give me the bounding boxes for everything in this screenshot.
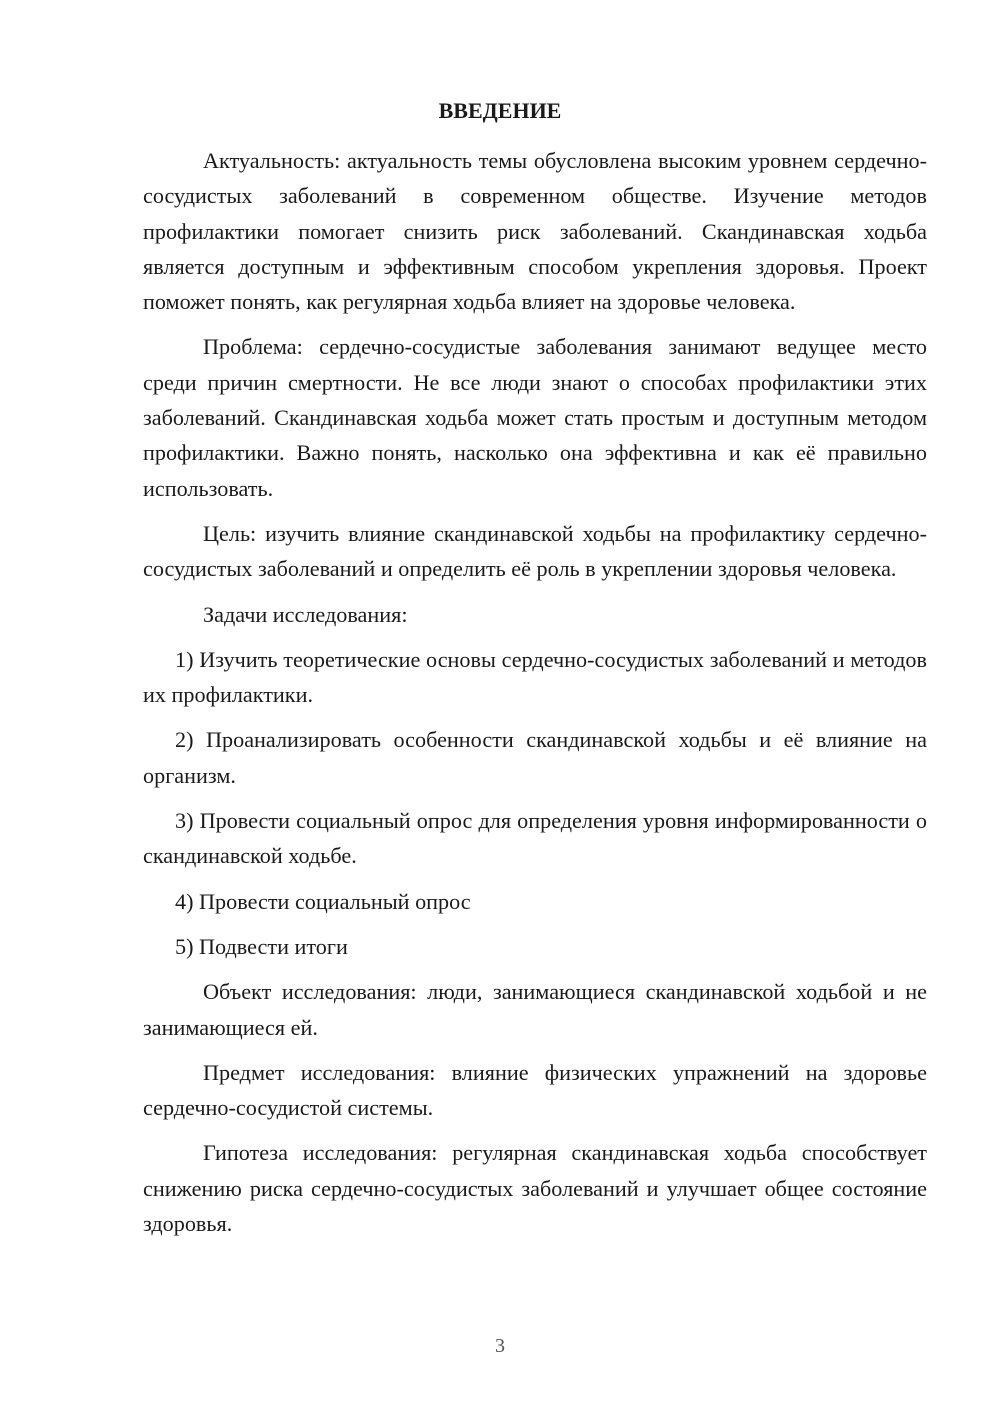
paragraph-subject: Предмет исследования: влияние физических упражнений на здоровье сердечно-сосудистой системы. [143, 1059, 927, 1121]
paragraph-problem: Проблема: сердечно-сосудистые заболевания занимают ведущее место среди причин смертности. Не все люди знают о способах профилактики этих заболеваний. Скандинавская ходьба может стать простым и доступным методом профилактики. Важно понять, насколько она эффективна и как её правильно использовать. [143, 334, 927, 501]
task-item-4: 4) Провести социальный опрос [175, 888, 471, 914]
page-title: ВВЕДЕНИЕ [438, 98, 562, 123]
task-item-3: 3) Провести социальный опрос для определения уровня информированности о скандинавской ходьбе. [143, 808, 927, 869]
task-item-5: 5) Подвести итоги [175, 933, 348, 959]
paragraph-goal: Цель: изучить влияние скандинавской ходьбы на профилактику сердечно-сосудистых заболеваний и определить её роль в укреплении здоровья человека. [143, 520, 927, 582]
tasks-heading: Задачи исследования: [203, 601, 408, 627]
task-item-2: 2) Проанализировать особенности скандинавской ходьбы и её влияние на организм. [143, 727, 927, 788]
paragraph-object: Объект исследования: люди, занимающиеся скандинавской ходьбой и не занимающиеся ей. [143, 979, 927, 1040]
paragraph-relevance: Актуальность: актуальность темы обусловлена высоким уровнем сердечно-сосудистых заболеваний в современном обществе. Изучение методов профилактики помогает снизить риск заболеваний. Скандинавская ходьба является доступным и эффективным способом укрепления здоровья. Проект поможет понять, как регулярная ходьба влияет на здоровье человека. [143, 148, 927, 315]
task-item-1: 1) Изучить теоретические основы сердечно-сосудистых заболеваний и методов их профилактики. [143, 646, 927, 708]
page-number: 3 [495, 1335, 505, 1357]
document-body [143, 143, 927, 1251]
paragraph-hypothesis: Гипотеза исследования: регулярная скандинавская ходьба способствует снижению риска сердечно-сосудистых заболеваний и улучшает общее состояние здоровья. [143, 1140, 927, 1237]
